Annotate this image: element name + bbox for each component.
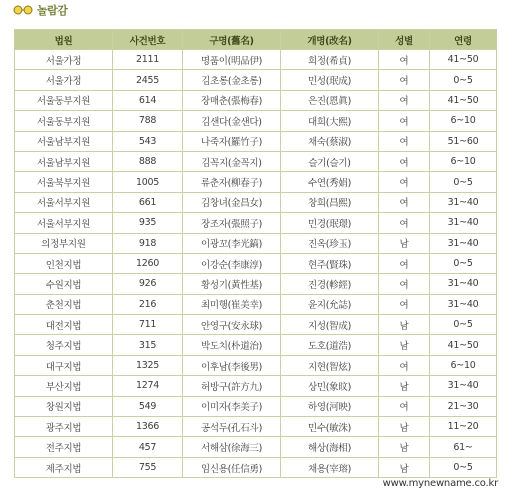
court-cell: 서울가정	[15, 50, 113, 70]
gender-cell: 여	[379, 396, 430, 416]
gender-cell: 여	[379, 111, 430, 131]
new-name-cell: 지현(智炫)	[281, 355, 379, 375]
case-number-cell: 755	[113, 457, 183, 477]
court-cell: 서울서부지원	[15, 192, 113, 212]
case-number-cell: 1274	[113, 376, 183, 396]
case-number-cell: 661	[113, 192, 183, 212]
gender-cell: 남	[379, 457, 430, 477]
old-name-cell: 안영구(安永球)	[183, 315, 281, 335]
case-number-cell: 788	[113, 111, 183, 131]
new-name-cell: 상민(象旼)	[281, 376, 379, 396]
age-cell: 41~50	[430, 335, 497, 355]
gender-cell: 여	[379, 355, 430, 375]
table-row	[15, 172, 497, 192]
site-url: www.mynewname.co.kr	[382, 478, 498, 489]
table-row	[15, 192, 497, 212]
gender-cell: 여	[379, 131, 430, 151]
case-number-cell: 549	[113, 396, 183, 416]
old-name-cell: 허방구(許方九)	[183, 376, 281, 396]
old-name-cell: 나죽자(羅竹子)	[183, 131, 281, 151]
court-cell: 춘천지법	[15, 294, 113, 314]
gender-cell: 여	[379, 50, 430, 70]
old-name-cell: 김초롱(金초롱)	[183, 70, 281, 90]
gender-cell: 여	[379, 70, 430, 90]
table-row	[15, 253, 497, 273]
court-cell: 대전지법	[15, 315, 113, 335]
case-number-cell: 457	[113, 437, 183, 457]
old-name-cell: 장매춘(張梅春)	[183, 90, 281, 110]
new-name-cell: 슬기(슬기)	[281, 151, 379, 171]
age-cell: 31~40	[430, 233, 497, 253]
table-row	[15, 90, 497, 110]
old-name-cell: 박도치(朴道治)	[183, 335, 281, 355]
case-number-cell: 935	[113, 213, 183, 233]
table-row	[15, 335, 497, 355]
age-cell: 0~5	[430, 457, 497, 477]
section-title: 놀람감	[37, 4, 68, 17]
table-row	[15, 111, 497, 131]
new-name-cell: 윤지(允誌)	[281, 294, 379, 314]
case-number-cell: 1366	[113, 417, 183, 437]
table-row	[15, 213, 497, 233]
old-name-cell: 최미행(崔美幸)	[183, 294, 281, 314]
column-header-old-name: 구명(舊名)	[183, 30, 281, 50]
gender-cell: 여	[379, 172, 430, 192]
case-number-cell: 315	[113, 335, 183, 355]
court-cell: 광주지법	[15, 417, 113, 437]
age-cell: 0~5	[430, 253, 497, 273]
court-cell: 서울동부지원	[15, 111, 113, 131]
age-cell: 6~10	[430, 151, 497, 171]
table-row	[15, 233, 497, 253]
age-cell: 31~40	[430, 213, 497, 233]
court-cell: 전주지법	[15, 437, 113, 457]
case-number-cell: 1260	[113, 253, 183, 273]
table-row	[15, 417, 497, 437]
age-cell: 31~40	[430, 376, 497, 396]
case-number-cell: 918	[113, 233, 183, 253]
old-name-cell: 류춘자(柳春子)	[183, 172, 281, 192]
age-cell: 41~50	[430, 50, 497, 70]
table-row	[15, 437, 497, 457]
old-name-cell: 서해삼(徐海三)	[183, 437, 281, 457]
court-cell: 인천지법	[15, 253, 113, 273]
table-row	[15, 355, 497, 375]
new-name-cell: 하영(河映)	[281, 396, 379, 416]
old-name-cell: 이후남(李後男)	[183, 355, 281, 375]
gender-cell: 남	[379, 376, 430, 396]
table-row	[15, 50, 497, 70]
gender-cell: 여	[379, 253, 430, 273]
table-row	[15, 70, 497, 90]
old-name-cell: 공석두(孔石斗)	[183, 417, 281, 437]
gender-cell: 남	[379, 417, 430, 437]
column-header-gender: 성별	[379, 30, 430, 50]
court-cell: 서울가정	[15, 70, 113, 90]
new-name-cell: 은진(恩眞)	[281, 90, 379, 110]
gender-cell: 여	[379, 274, 430, 294]
new-name-cell: 민성(珉成)	[281, 70, 379, 90]
old-name-cell: 이미자(李美子)	[183, 396, 281, 416]
court-cell: 서울서부지원	[15, 213, 113, 233]
glasses-icon	[12, 5, 34, 15]
age-cell: 6~10	[430, 111, 497, 131]
table-row	[15, 131, 497, 151]
section-title-bar	[12, 3, 67, 17]
new-name-cell: 창희(昌熙)	[281, 192, 379, 212]
court-cell: 서울남부지원	[15, 131, 113, 151]
old-name-cell: 김창녀(金昌女)	[183, 192, 281, 212]
age-cell: 21~30	[430, 396, 497, 416]
new-name-cell: 민수(敏洙)	[281, 417, 379, 437]
column-header-age: 연령	[430, 30, 497, 50]
new-name-cell: 진경(軫經)	[281, 274, 379, 294]
new-name-cell: 채용(宰瑢)	[281, 457, 379, 477]
table-row	[15, 396, 497, 416]
column-header-case-number: 사건번호	[113, 30, 183, 50]
age-cell: 11~20	[430, 417, 497, 437]
age-cell: 0~5	[430, 172, 497, 192]
old-name-cell: 이광꼬(李光鎬)	[183, 233, 281, 253]
case-number-cell: 2111	[113, 50, 183, 70]
age-cell: 31~40	[430, 192, 497, 212]
old-name-cell: 명품이(明品伊)	[183, 50, 281, 70]
gender-cell: 남	[379, 315, 430, 335]
court-cell: 부산지법	[15, 376, 113, 396]
court-cell: 대구지법	[15, 355, 113, 375]
court-cell: 창원지법	[15, 396, 113, 416]
court-cell: 제주지법	[15, 457, 113, 477]
age-cell: 6~10	[430, 355, 497, 375]
old-name-cell: 장조자(張照子)	[183, 213, 281, 233]
old-name-cell: 김꼭지(金꼭지)	[183, 151, 281, 171]
gender-cell: 여	[379, 192, 430, 212]
new-name-cell: 대희(大熙)	[281, 111, 379, 131]
age-cell: 31~40	[430, 294, 497, 314]
age-cell: 31~40	[430, 274, 497, 294]
new-name-cell: 도호(道浩)	[281, 335, 379, 355]
name-change-table	[14, 29, 497, 478]
gender-cell: 남	[379, 335, 430, 355]
new-name-cell: 현주(賢珠)	[281, 253, 379, 273]
table-row	[15, 376, 497, 396]
age-cell: 0~5	[430, 315, 497, 335]
old-name-cell: 임신용(任信勇)	[183, 457, 281, 477]
court-cell: 청주지법	[15, 335, 113, 355]
court-cell: 서울북부지원	[15, 172, 113, 192]
gender-cell: 여	[379, 294, 430, 314]
table-row	[15, 274, 497, 294]
age-cell: 61~	[430, 437, 497, 457]
court-cell: 의정부지원	[15, 233, 113, 253]
age-cell: 0~5	[430, 70, 497, 90]
new-name-cell: 채숙(蔡淑)	[281, 131, 379, 151]
column-header-new-name: 개명(改名)	[281, 30, 379, 50]
new-name-cell: 진옥(珍玉)	[281, 233, 379, 253]
new-name-cell: 희정(希貞)	[281, 50, 379, 70]
age-cell: 51~60	[430, 131, 497, 151]
age-cell: 41~50	[430, 90, 497, 110]
old-name-cell: 황성기(黃性基)	[183, 274, 281, 294]
new-name-cell: 민경(珉璟)	[281, 213, 379, 233]
table-row	[15, 315, 497, 335]
table-row	[15, 294, 497, 314]
table-header-row	[15, 30, 497, 50]
table-row	[15, 151, 497, 171]
new-name-cell: 지성(智成)	[281, 315, 379, 335]
gender-cell: 여	[379, 151, 430, 171]
case-number-cell: 2455	[113, 70, 183, 90]
court-cell: 서울남부지원	[15, 151, 113, 171]
new-name-cell: 수연(秀娟)	[281, 172, 379, 192]
case-number-cell: 1005	[113, 172, 183, 192]
case-number-cell: 216	[113, 294, 183, 314]
court-cell: 수원지법	[15, 274, 113, 294]
case-number-cell: 926	[113, 274, 183, 294]
gender-cell: 남	[379, 233, 430, 253]
old-name-cell: 김샌다(金샌다)	[183, 111, 281, 131]
gender-cell: 남	[379, 437, 430, 457]
court-cell: 서울동부지원	[15, 90, 113, 110]
new-name-cell: 해상(海相)	[281, 437, 379, 457]
case-number-cell: 1325	[113, 355, 183, 375]
case-number-cell: 614	[113, 90, 183, 110]
table-row	[15, 457, 497, 477]
gender-cell: 여	[379, 213, 430, 233]
column-header-court: 법원	[15, 30, 113, 50]
old-name-cell: 이강순(李康淳)	[183, 253, 281, 273]
gender-cell: 여	[379, 90, 430, 110]
case-number-cell: 543	[113, 131, 183, 151]
case-number-cell: 888	[113, 151, 183, 171]
case-number-cell: 711	[113, 315, 183, 335]
